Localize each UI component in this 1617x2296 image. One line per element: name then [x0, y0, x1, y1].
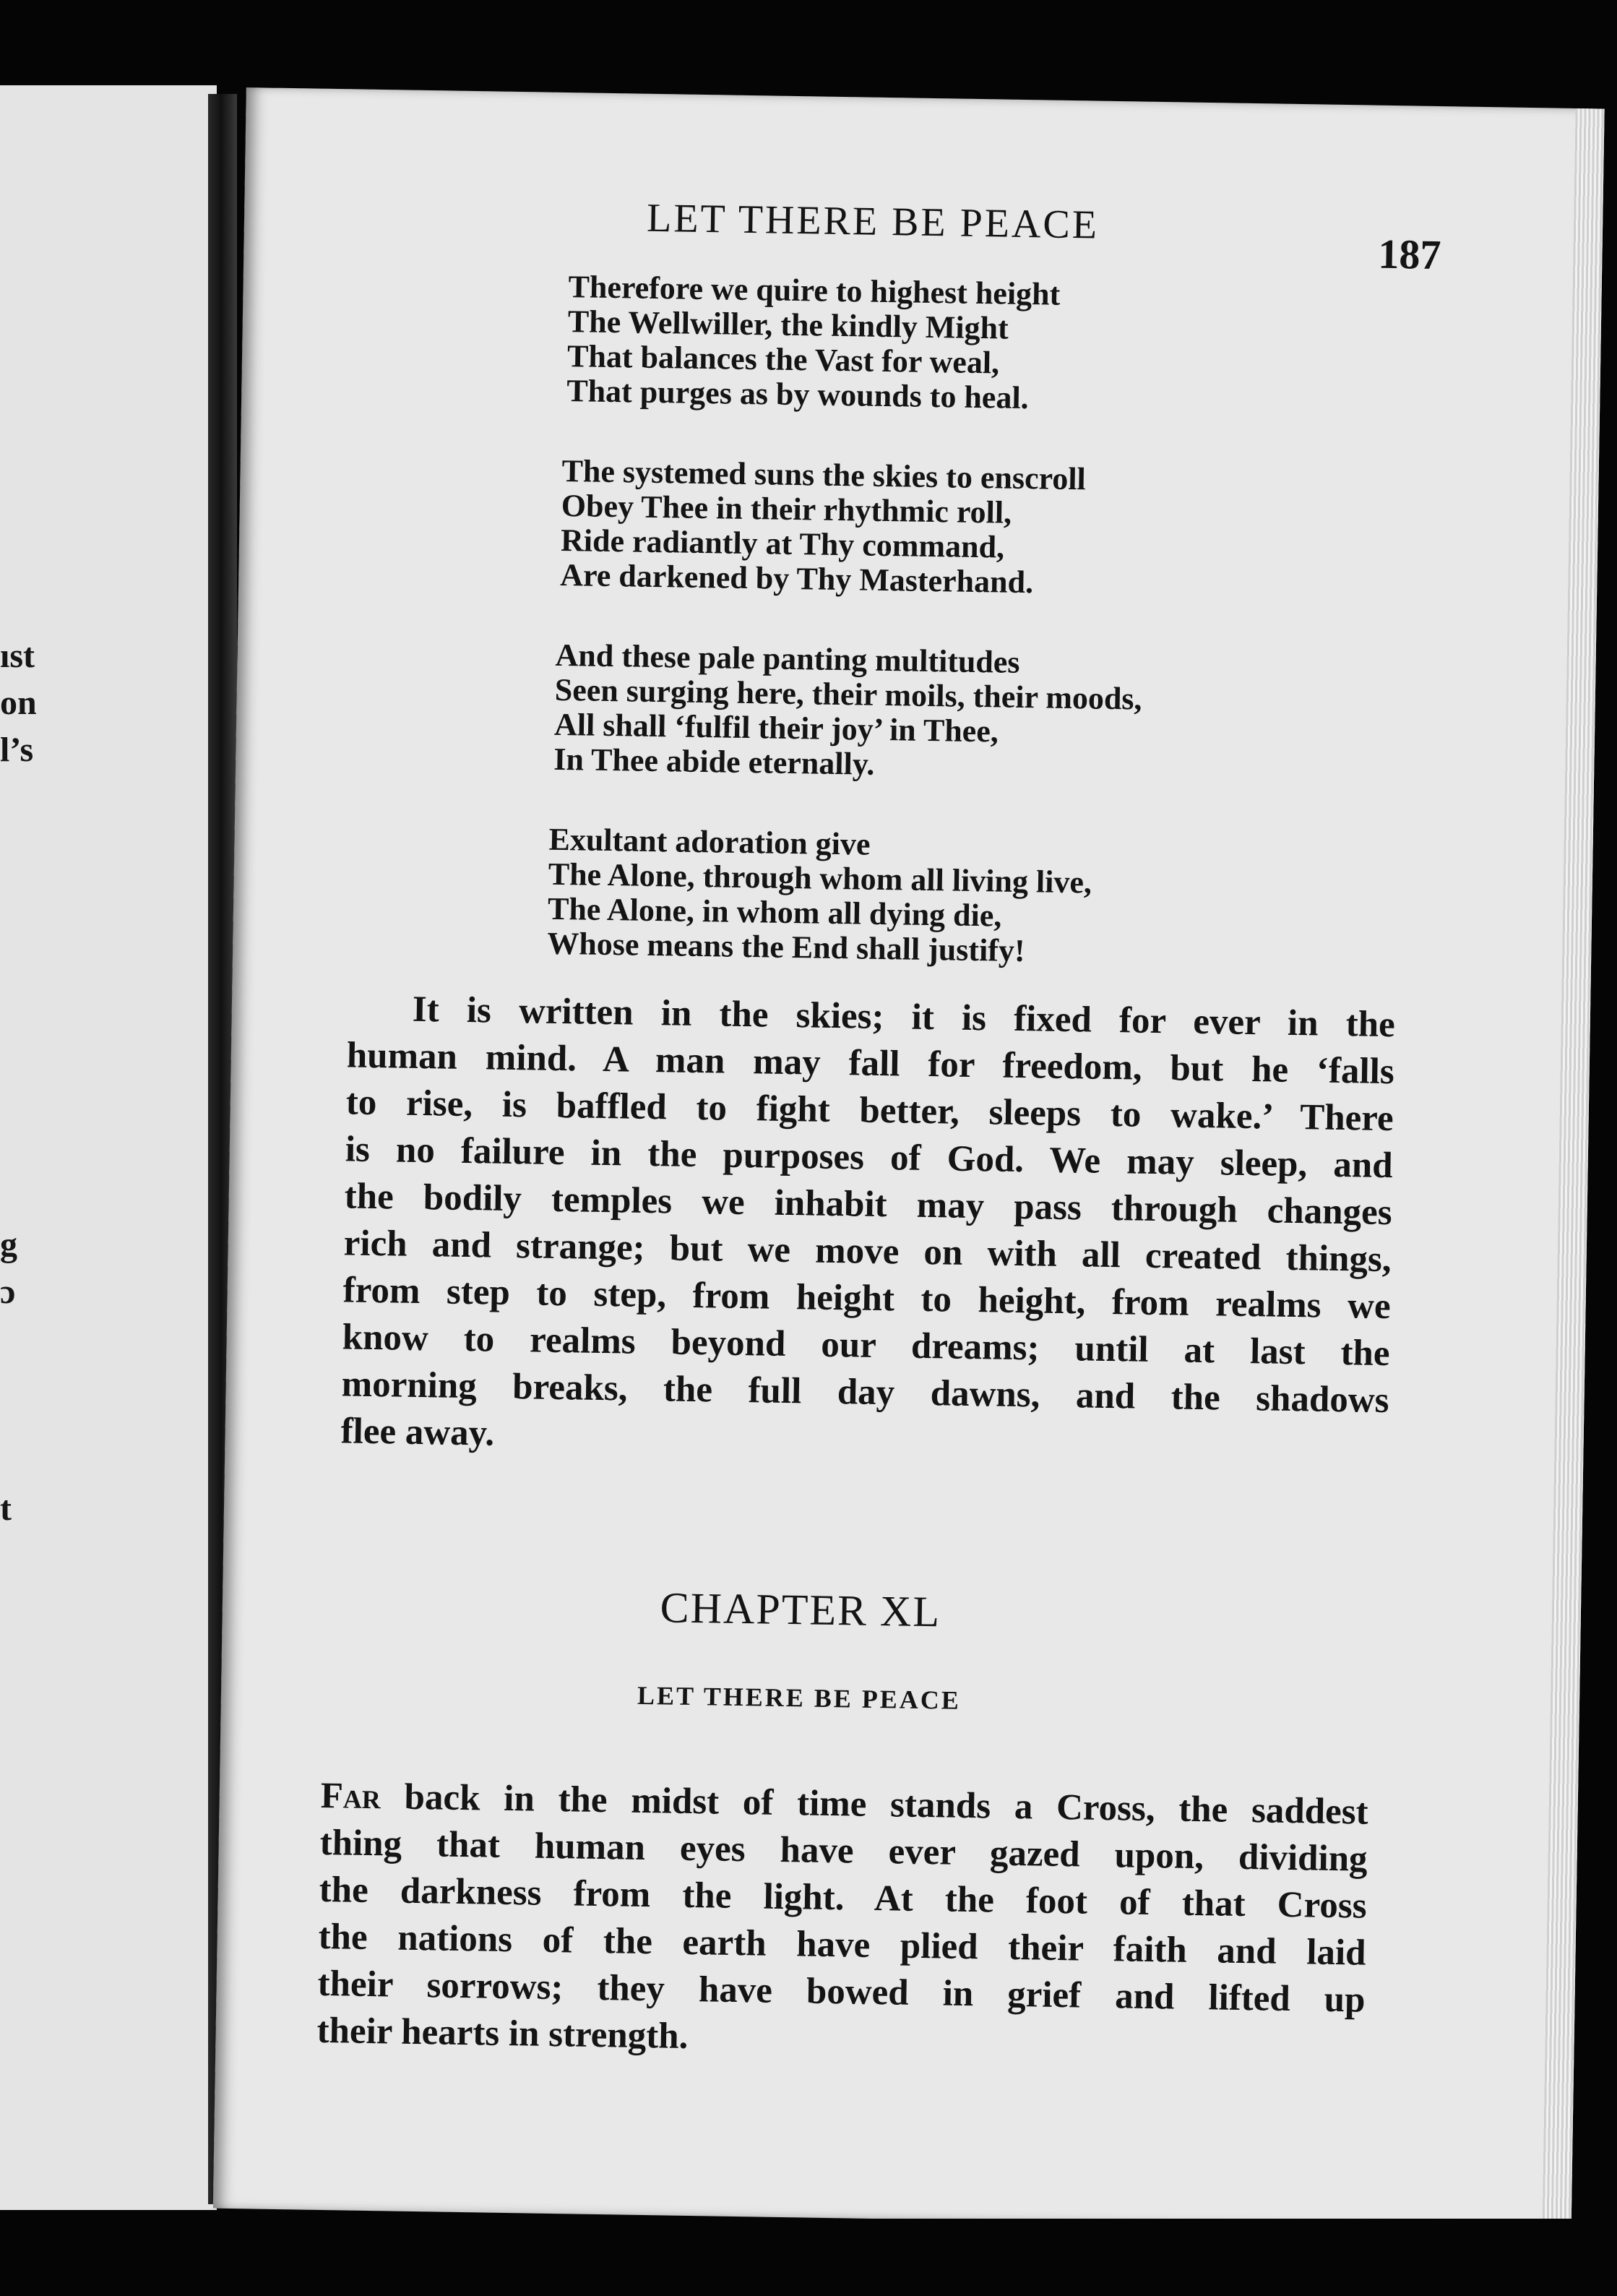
- paragraph-line: from step to step, from height to height, from realms we: [342, 1270, 1392, 1328]
- left-page-fragment: ɔ: [0, 1273, 16, 1311]
- poem-line: Seen surging here, their moils, their moods,: [554, 671, 1142, 717]
- opening-word: Far: [320, 1775, 381, 1818]
- left-page-fragment: g: [0, 1226, 17, 1264]
- poem-line: Exultant adoration give: [548, 821, 871, 862]
- paragraph-line: their hearts in strength.: [316, 2010, 689, 2057]
- poem-line: And these pale panting multitudes: [555, 637, 1020, 680]
- paragraph-line: is no failure in the purposes of God. We may sleep, and: [345, 1129, 1394, 1187]
- poem-line: That balances the Vast for weal,: [566, 338, 1000, 381]
- paragraph-line: morning breaks, the full day dawns, and the shadows: [341, 1364, 1389, 1422]
- paragraph-line: thing that human eyes have ever gazed upon, dividing: [319, 1822, 1368, 1880]
- chapter-subtitle: LET THERE BE PEACE: [637, 1680, 962, 1715]
- poem-line: Are darkened by Thy Masterhand.: [559, 556, 1034, 601]
- left-page-fragment: t: [0, 1489, 12, 1528]
- poem-line: Whose means the End shall justify!: [546, 925, 1025, 969]
- scan-background: [0, 2219, 1617, 2296]
- poem-line: Obey Thee in their rhythmic roll,: [561, 487, 1012, 530]
- poem-line: The Wellwiller, the kindly Might: [567, 304, 1009, 346]
- paragraph-line: the darkness from the light. At the foot of that Cross: [319, 1869, 1367, 1927]
- left-page-fragment: ıst: [0, 637, 35, 675]
- poem-stanza: [553, 638, 1143, 786]
- poem-stanza: [547, 822, 1092, 970]
- running-head: LET THERE BE PEACE: [646, 195, 1100, 248]
- poem-stanza: [560, 454, 1086, 601]
- paragraph-line: rich and strange; but we move on with all created things,: [343, 1223, 1392, 1281]
- book-page: [213, 87, 1605, 2230]
- paragraph-line: human mind. A man may fall for freedom, but he ‘falls: [346, 1035, 1395, 1093]
- poem-line: Therefore we quire to highest height: [568, 269, 1061, 312]
- poem-line: That purges as by wounds to heal.: [566, 373, 1030, 416]
- left-page-fragment: on: [0, 684, 37, 722]
- paragraph-line: the nations of the earth have plied their faith and laid: [318, 1916, 1366, 1974]
- poem-line: In Thee abide eternally.: [553, 741, 875, 782]
- poem-line: The systemed suns the skies to enscroll: [561, 452, 1087, 497]
- paragraph-2: [316, 1773, 1368, 2071]
- poem-line: The Alone, through whom all living live,: [548, 856, 1092, 900]
- poem-stanza: [566, 270, 1061, 416]
- page-edge: [1543, 108, 1605, 2230]
- page-number: 187: [1377, 230, 1441, 279]
- poem-line: Ride radiantly at Thy command,: [560, 522, 1005, 565]
- paragraph-line: flee away.: [340, 1411, 495, 1454]
- poem-line: The Alone, in whom all dying die,: [547, 890, 1002, 934]
- paragraph-line: It is written in the skies; it is fixed for ever in the: [412, 989, 1396, 1046]
- paragraph-1: [340, 985, 1395, 1471]
- paragraph-line-rest: back in the midst of time stands a Cross, the saddest: [380, 1776, 1369, 1833]
- left-page-fragment: l’s: [0, 731, 34, 769]
- poem-line: All shall ‘fulfil their joy’ in Thee,: [553, 706, 999, 749]
- left-facing-page: [0, 85, 217, 2210]
- paragraph-line: the bodily temples we inhabit may pass through changes: [344, 1176, 1393, 1234]
- chapter-title: CHAPTER XL: [660, 1583, 941, 1636]
- paragraph-line: their sorrows; they have bowed in grief and lifted up: [317, 1963, 1366, 2021]
- paragraph-line: know to realms beyond our dreams; until at last the: [342, 1317, 1391, 1375]
- paragraph-line: to rise, is baffled to fight better, sleeps to wake.’ There: [345, 1082, 1394, 1140]
